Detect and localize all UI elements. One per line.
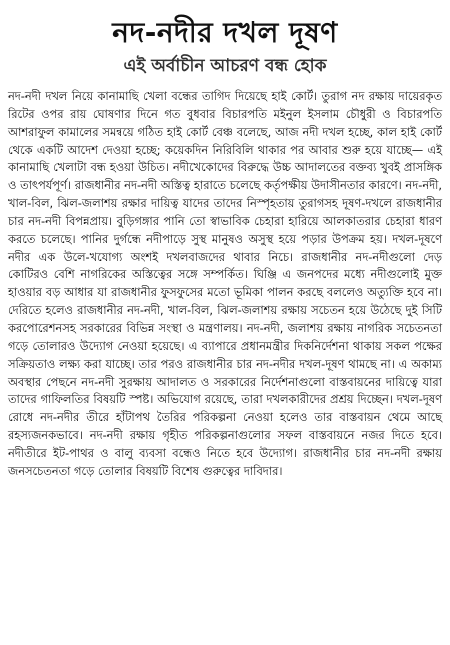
article-subheadline: এই অর্বাচীন আচরণ বন্ধ হোক: [123, 56, 327, 76]
article-headline: নদ-নদীর দখল দূষণ: [112, 16, 338, 49]
article-body: নদ-নদী দখল নিয়ে কানামাছি খেলা বন্ধের তাগিদ দিয়েছে হাই কোর্ট। তুরাগ নদ রক্ষায় দায়েরকৃত রিটের ওপর রায় ঘোষণার দিনে গত বুধবার বিচারপতি মইনুল ইসলাম চৌধুরী ও বিচারপতি আশরাফুল কামালের সমন্বয়ে গঠিত হাই কোর্ট বেঞ্চ বলেছে, আজ নদী দখল হচ্ছে, কাল হাই কোর্ট থেকে একটি আদেশ দেওয়া হচ্ছে; কয়েকদিন নিরিবিলি থাকার পর আবার শুরু হয়ে যাচ্ছে— এই কানামাছি খেলাটা বন্ধ হওয়া উচিত। নদীখেকোদের বিরুদ্ধে উচ্চ আদালতের বক্তব্য খুবই প্রাসঙ্গিক ও তাৎপর্যপূর্ণ। রাজধানীর নদ-নদী অস্তিত্ব হারাতে চলেছে কর্তৃপক্ষীয় উদাসীনতার কারণে। নদ-নদী, খাল-বিল, ঝিল-জলাশয় রক্ষার দায়িত্ব যাদের তাদের নিস্পৃহতায় তুরাগসহ দূষণ-দখলে রাজধানীর চার নদ-নদী বিপন্নপ্রায়। বুড়িগঙ্গার পানি তো স্বাভাবিক চেহারা হারিয়ে আলকাতরার চেহারা ধারণ করতে চলেছে। পানির দুর্গন্ধে নদীপাড়ে সুস্থ মানুষও অসুস্থ হয়ে পড়ার উপক্রম হয়। দখল-দূষণে নদীর এক উলে-খযোগ্য অংশই দখলবাজদের থাবার নিচে। রাজধানীর নদ-নদীগুলো দেড় কোটিরও বেশি নাগরিকের অস্তিত্বের সঙ্গে সম্পর্কিত। ঘিঞ্জি এ জনপদের মধ্যে নদীগুলোই মুক্ত হাওয়ার বড় আধার যা রাজধানীর ফুসফুসের মতো ভূমিকা পালন করছে বললেও অত্যুক্তি হবে না। দেরিতে হলেও রাজধানীর নদ-নদী, খাল-বিল, ঝিল-জলাশয় রক্ষায় সচেতন হয়ে উঠেছে দুই সিটি করপোরেশনসহ সরকারের বিভিন্ন সংস্থা ও মন্ত্রণালয়। নদ-নদী, জলাশয় রক্ষায় নাগরিক সচেতনতা গড়ে তোলারও উদ্যোগ নেওয়া হয়েছে। এ ব্যাপারে প্রধানমন্ত্রীর দিকনির্দেশনা থাকায় সকল পক্ষের সক্রিয়তাও লক্ষ্য করা যাচ্ছে। তার পরও রাজধানীর চার নদ-নদীর দখল-দূষণ থামছে না। এ অকাম্য অবস্থার পেছনে নদ-নদী সুরক্ষায় আদালত ও সরকারের নির্দেশনাগুলো বাস্তবায়নের দায়িত্বে যারা তাদের গাফিলতির বিষয়টি স্পষ্ট। অভিযোগ রয়েছে, তারা দখলকারীদের প্রশ্রয় দিচ্ছেন। দখল-দূষণ রোধে নদ-নদীর তীরে হাঁটাপথ তৈরির পরিকল্পনা নেওয়া হলেও তার বাস্তবায়ন থেমে আছে রহস্যজনকভাবে। নদ-নদী রক্ষায় গৃহীত পরিকল্পনাগুলোর সফল বাস্তবায়নে নজর দিতে হবে। নদীতীরে ইট-পাথর ও বালু ব্যবসা বন্ধেও নিতে হবে উদ্যোগ। রাজধানীর চার নদ-নদী রক্ষায় জনসচেতনতা গড়ে তোলার বিষয়টি বিশেষ গুরুত্বের দাবিদার।: [8, 89, 442, 478]
